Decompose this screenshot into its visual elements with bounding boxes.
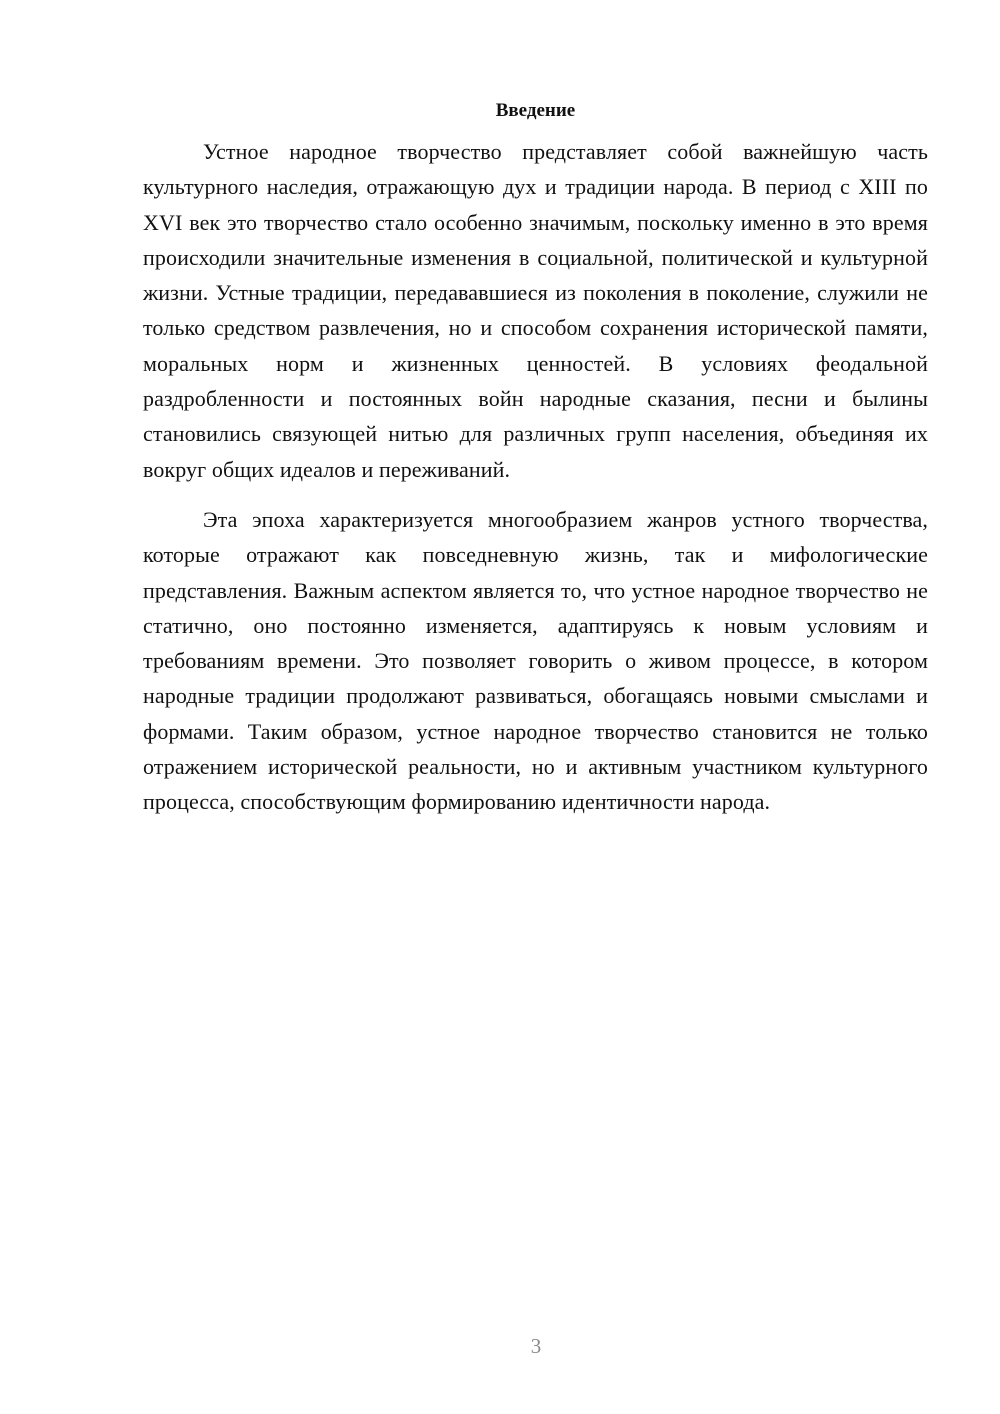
page-number: 3 [530,1334,542,1358]
paragraph-1: Устное народное творчество представляет собой важнейшую часть культурного наследия, отражающую дух и традиции народа. В период с XIII по XVI век это творчество стало особенно значимым, поскольку именно в это время происходили значительные изменения в социальной, политической и культурной жизни. Устные традиции, передававшиеся из поколения в поколение, служили не только средством развлечения, но и способом сохранения исторической памяти, моральных норм и жизненных ценностей. В условиях феодальной раздробленности и постоянных войн народные сказания, песни и былины становились связующей нитью для различных групп населения, объединяя их вокруг общих идеалов и переживаний. [143,139,928,482]
section-title: Введение [495,100,576,121]
paragraph-2: Эта эпоха характеризуется многообразием жанров устного творчества, которые отражают как повседневную жизнь, так и мифологические представления. Важным аспектом является то, что устное народное творчество не статично, оно постоянно изменяется, адаптируясь к новым условиям и требованиям времени. Это позволяет говорить о живом процессе, в котором народные традиции продолжают развиваться, обогащаясь новыми смыслами и формами. Таким образом, устное народное творчество становится не только отражением исторической реальности, но и активным участником культурного процесса, способствующим формированию идентичности народа. [143,506,928,815]
page-content [143,98,928,820]
